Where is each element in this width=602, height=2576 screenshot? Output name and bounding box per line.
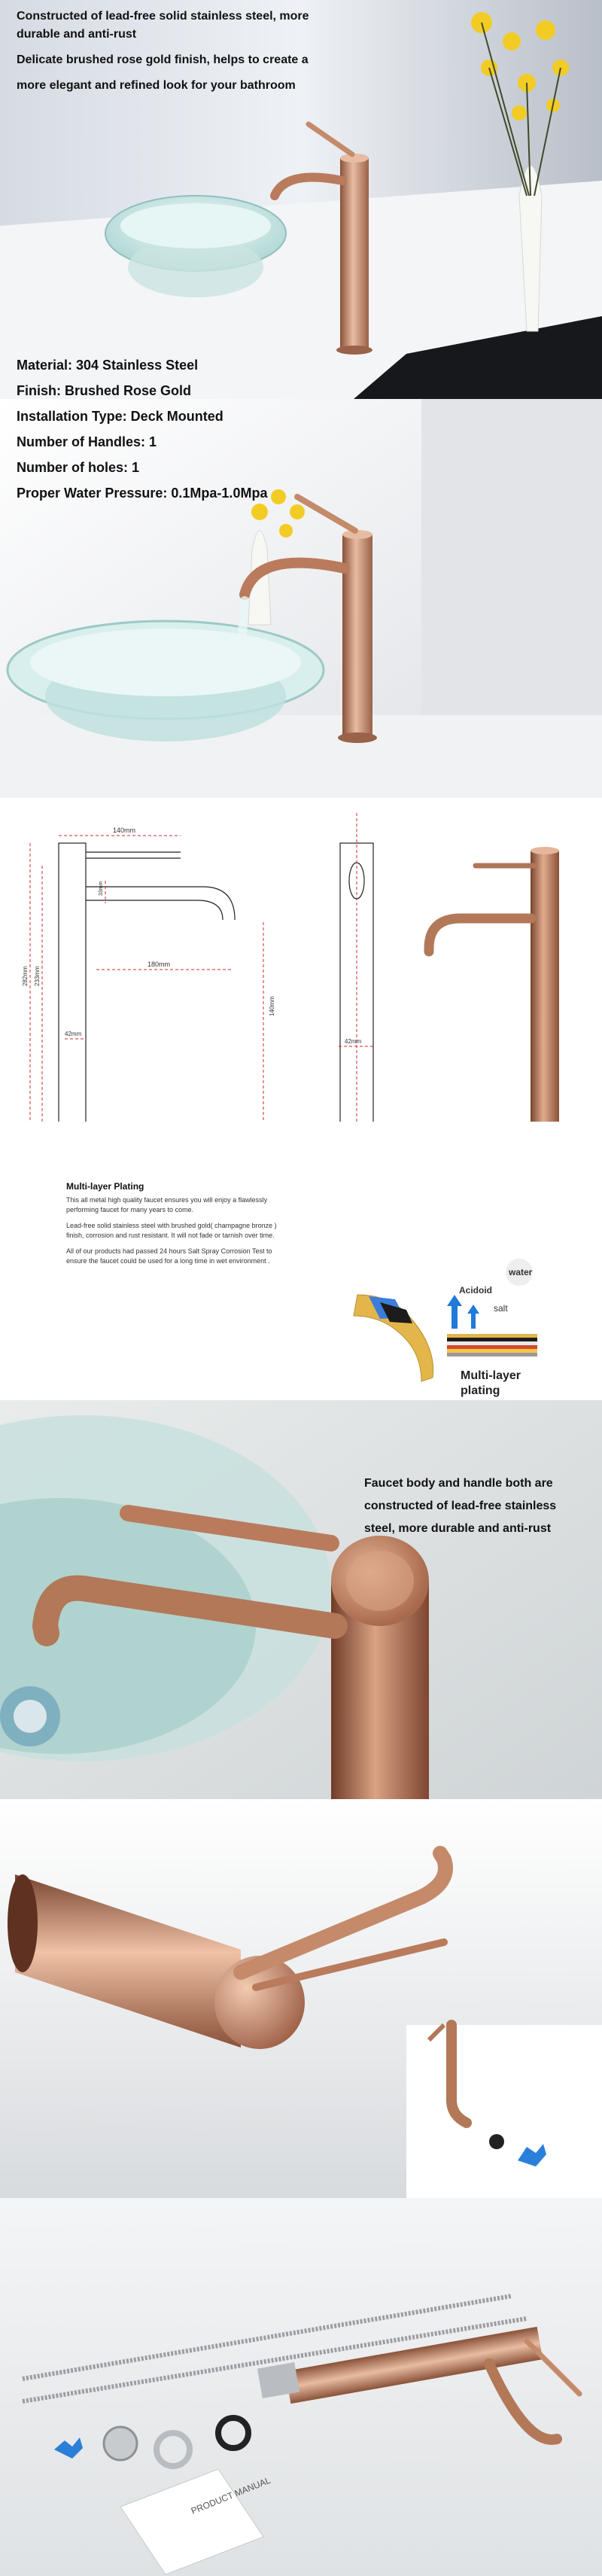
plating-para-1-line-1: This all metal high quality faucet ensures you will enjoy a flawlessly [66, 1196, 268, 1204]
closeup-text [364, 1472, 597, 1540]
accessories-photo [0, 2198, 602, 2576]
intro-line-1: Constructed of lead-free solid stainless steel, more [17, 10, 309, 23]
label-acidoid: Acidoid [459, 1285, 492, 1296]
dim-top-width: 140mm [113, 827, 136, 834]
panel-specs [0, 358, 602, 798]
plating-layers [447, 1334, 537, 1357]
dim-base-left: 42mm [65, 1031, 82, 1037]
dim-reach: 180mm [147, 961, 171, 968]
closeup-line-2: constructed of lead-free stainless [364, 1500, 557, 1512]
dimension-drawing [0, 798, 602, 1122]
intro-line-4: more elegant and refined look for your bathroom [17, 79, 296, 92]
closeup-photo [0, 1400, 602, 1799]
spec-holes: Number of holes: 1 [17, 460, 140, 475]
spec-pressure: Proper Water Pressure: 0.1Mpa-1.0Mpa [17, 486, 268, 501]
plating-title: Multi-layer Plating [66, 1181, 144, 1192]
detail-photo [0, 1799, 602, 2198]
plating-para-2-line-2: finish, corrosion and rust resistant. It will not fade or tarnish over time. [66, 1232, 275, 1239]
plating-para-3-line-1: All of our products had passed 24 hours Salt Spray Corrosion Test to [66, 1247, 272, 1255]
panel-dimensions [0, 798, 602, 1122]
closeup-line-3: steel, more durable and anti-rust [364, 1522, 552, 1535]
label-water: water [509, 1267, 533, 1277]
plating-faucet-cutaway [354, 1295, 433, 1381]
panel-intro [0, 0, 602, 399]
label-salt: salt [494, 1303, 508, 1314]
panel-plating [0, 1122, 602, 1400]
manual-label: PRODUCT MANUAL [189, 2474, 272, 2517]
arrow-icon [447, 1295, 479, 1329]
spec-handles: Number of Handles: 1 [17, 434, 157, 449]
dim-base-side: 42mm [345, 1038, 362, 1045]
aerator-inset [406, 2025, 602, 2198]
plating-illustration [0, 1122, 602, 1400]
closeup-line-1: Faucet body and handle both are [364, 1477, 553, 1490]
panel-accessories [0, 2198, 602, 2576]
plating-para-3-line-2: ensure the faucet could be used for a long time in wet environment . [66, 1257, 270, 1265]
caption-line-2: plating [461, 1384, 500, 1397]
spec-finish: Finish: Brushed Rose Gold [17, 383, 192, 398]
faucet-product-image [429, 847, 561, 1133]
dim-handle: 33mm [99, 881, 104, 896]
intro-text [17, 8, 363, 95]
dim-spout-height: 140mm [269, 996, 275, 1016]
intro-line-3: Delicate brushed rose gold finish, helps to create a [17, 53, 309, 66]
dim-body-height: 233mm [34, 966, 41, 986]
intro-line-2: durable and anti-rust [17, 28, 137, 41]
panel-detail [0, 1799, 602, 2198]
dim-total-height: 282mm [22, 966, 29, 986]
spec-material: Material: 304 Stainless Steel [17, 358, 199, 373]
caption-line-1: Multi-layer [461, 1369, 521, 1382]
panel-closeup [0, 1400, 602, 1799]
plating-para-1-line-2: performing faucet for many years to come. [66, 1206, 194, 1213]
spec-installation: Installation Type: Deck Mounted [17, 409, 223, 424]
specs-text [17, 352, 408, 506]
nut-icon [104, 2427, 137, 2460]
plating-para-2-line-1: Lead-free solid stainless steel with brushed gold( champagne bronze ) [66, 1222, 277, 1229]
